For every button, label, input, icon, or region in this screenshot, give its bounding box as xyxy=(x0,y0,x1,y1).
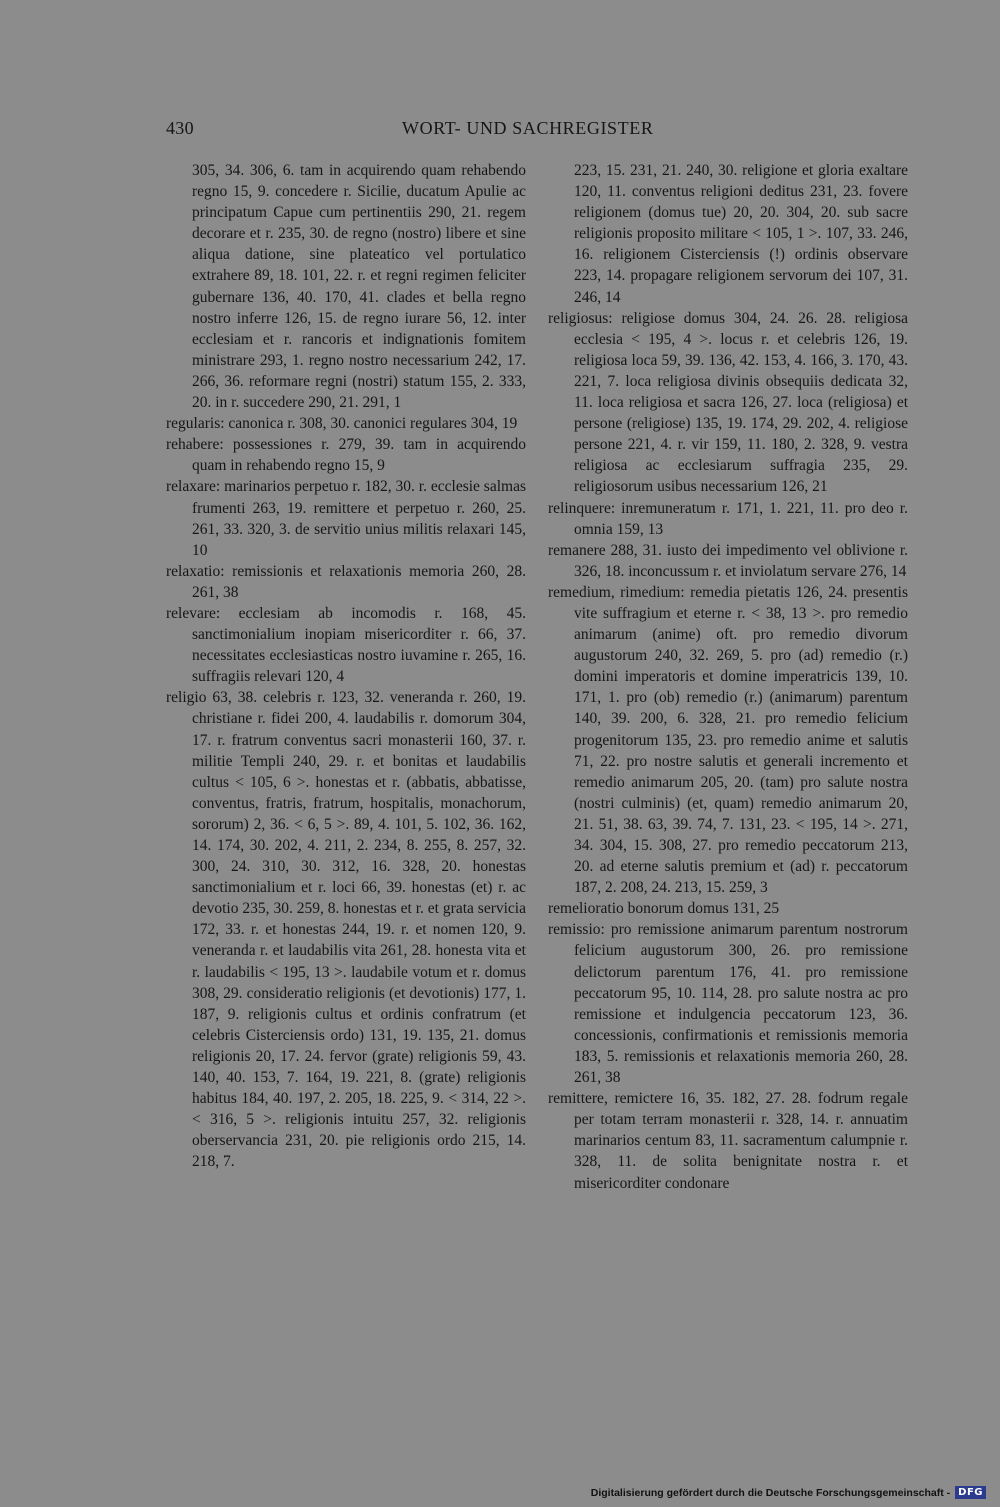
index-entry-remanere: remanere 288, 31. iusto dei impedimento vel oblivione r. 326, 18. inconcussum r. et inviolatum servare 276, 14 xyxy=(548,541,908,580)
index-entry-relaxatio: relaxatio: remissionis et relaxationis memoria 260, 28. 261, 38 xyxy=(166,562,526,601)
dfg-logo: DFG xyxy=(955,1486,986,1499)
index-entry-religio: religio 63, 38. celebris r. 123, 32. veneranda r. 260, 19. christiane r. fidei 200, 4. laudabilis r. domorum 304, 17. r. fratrum conventus sacri monasterii 160, 37. r. militie Templi 240, 29. r. et bonitas et laudabilis cultus < 105, 6 >. honestas et r. (abbatis, abbatisse, conventus, fratris, fratrum, hospitalis, monachorum, sororum) 2, 36. < 6, 5 >. 89, 4. 101, 5. 102, 36. 162, 14. 174, 30. 202, 4. 211, 2. 234, 8. 255, 8. 257, 32. 300, 24. 310, 30. 312, 16. 328, 20. honestas sanctimonialium et r. loci 66, 39. honestas (et) r. ac devotio 235, 30. 259, 8. honestas et r. et grata servicia 172, 33. r. et honestas 244, 19. r. et nomen 120, 9. veneranda r. et laudabilis vita 261, 28. honesta vita et r. laudabilis < 195, 13 >. laudabile votum et r. domus 308, 29. consideratio religionis (et devotionis) 177, 1. 187, 9. religionis cultus et ordinis confratrum (et celebris Cisterciensis ordo) 131, 19. 135, 21. domus religionis 20, 17. 24. fervor (grate) religionis 59, 43. 140, 40. 153, 7. 164, 19. 221, 8. (grate) religionis habitus 184, 40. 197, 2. 205, 18. 225, 9. < 314, 22 >. < 316, 5 >. religionis intuitu 257, 32. religionis oberservancia 231, 20. pie religionis ordo 215, 14. 218, 7. xyxy=(166,689,526,1171)
left-column xyxy=(166,160,526,1173)
footer-credit xyxy=(591,1486,986,1499)
index-entry-relaxare: relaxare: marinarios perpetuo r. 182, 30. r. ecclesie salmas frumenti 263, 19. remittere et perpetuo r. 260, 25. 261, 33. 320, 3. de servitio unius militis relaxari 145, 10 xyxy=(166,478,526,559)
index-entry-continuation: 305, 34. 306, 6. tam in acquirendo quam rehabendo regno 15, 9. concedere r. Sicilie, ducatum Apulie ac principatum Capue cum pertinentiis 290, 21. regem decorare et r. 235, 30. de regno (nostro) libere et sine aliqua datione, sine plateatico vel portulatico extrahere 89, 18. 101, 22. r. et regni regimen feliciter gubernare 136, 40. 170, 41. clades et bella regno nostro inferre 126, 15. de regno iurare 56, 12. inter ecclesiam et r. rancoris et indignationis fomitem ministrare 293, 1. regno nostro necessarium 242, 17. 266, 36. reformare regni (nostri) statum 155, 2. 333, 20. in r. succedere 290, 21. 291, 1 xyxy=(192,162,526,412)
page-number: 430 xyxy=(166,118,194,138)
index-entry-religiosus: religiosus: religiose domus 304, 24. 26. 28. religiosa ecclesia < 195, 4 >. locus r. et celebris 126, 19. religiosa loca 59, 39. 136, 42. 153, 4. 166, 3. 170, 43. 221, 7. loca religiosa divinis obsequiis dedicata 32, 11. loca religiosa et sacra 126, 27. loca (religiosa) et persone (religiose) 135, 19. 174, 29. 202, 4. religiose persone 221, 4. r. vir 159, 11. 180, 2. 328, 9. vestra religiosa ac ecclesiarum suffragia 235, 29. religiosorum usibus necessarium 126, 21 xyxy=(548,309,908,496)
index-entry-continuation: 223, 15. 231, 21. 240, 30. religione et gloria exaltare 120, 11. conventus religioni deditus 231, 23. fovere religionem (domus tue) 20, 20. 304, 20. sub sacre religionis proposito militare < 105, 1 >. 107, 33. 246, 16. religionem Cisterciensis (!) ordinis observare 223, 14. propagare religionem servorum dei 107, 31. 246, 14 xyxy=(574,162,908,306)
index-entry-remedium: remedium, rimedium: remedia pietatis 126, 24. presentis vite suffragium et eterne r. < 38, 13 >. pro remedio animarum (anime) oft. pro remedio divorum augustorum 240, 32. 269, 5. pro (ad) remedio (r.) domini imperatoris et domine imperatricis 139, 10. 171, 1. pro (ob) remedio (r.) (animarum) parentum 140, 39. 200, 6. 328, 21. pro remedio felicium progenitorum 135, 23. pro remedio anime et salutis 71, 22. pro nostre salutis et generali incremento et remedio animarum 205, 20. (tam) pro salute nostra (nostri culminis) (et, quam) remedio animarum 20, 21. 51, 38. 63, 39. 74, 7. 131, 23. < 195, 14 >. 271, 34. 304, 15. 308, 27. pro remedio peccatorum 213, 20. ad eterne salutis premium et (ad) r. peccatorum 187, 2. 208, 24. 213, 15. 259, 3 xyxy=(548,583,908,897)
footer-credit-text: Digitalisierung gefördert durch die Deutsche Forschungsgemeinschaft - xyxy=(590,1486,951,1499)
index-entry-remittere: remittere, remictere 16, 35. 182, 27. 28. fodrum regale per totam terram monasterii r. 328, 14. r. annuatim marinarios centum 83, 11. sacramentum calumpnie r. 328, 11. de solita benignitate nostra r. et misericorditer condonare xyxy=(548,1090,908,1192)
index-entry-remelioratio: remelioratio bonorum domus 131, 25 xyxy=(548,900,780,918)
index-entry-relevare: relevare: ecclesiam ab incomodis r. 168, 45. sanctimonialium inopiam misericorditer r. 66, 37. necessitates ecclesiasticas nostro iuvamine r. 265, 16. suffragiis relevari 120, 4 xyxy=(166,604,526,686)
index-entry-regularis: regularis: canonica r. 308, 30. canonici regulares 304, 19 xyxy=(166,415,518,433)
right-column xyxy=(548,160,908,1194)
index-entry-rehabere: rehabere: possessiones r. 279, 39. tam in acquirendo quam in rehabendo regno 15, 9 xyxy=(166,436,526,475)
index-entry-relinquere: relinquere: inremuneratum r. 171, 1. 221, 11. pro deo r. omnia 159, 13 xyxy=(548,499,908,538)
running-title: WORT- UND SACHREGISTER xyxy=(402,118,654,138)
index-entry-remissio: remissio: pro remissione animarum parentum nostrorum felicium augustorum 300, 26. pro remissione delictorum parentum 176, 41. pro remissione peccatorum 95, 10. 114, 28. pro salute nostra ac pro remissione et indulgencia peccatorum 123, 36. concessionis, confirmationis et remissionis memoria 183, 5. remissionis et relaxationis memoria 260, 28. 261, 38 xyxy=(548,921,908,1087)
